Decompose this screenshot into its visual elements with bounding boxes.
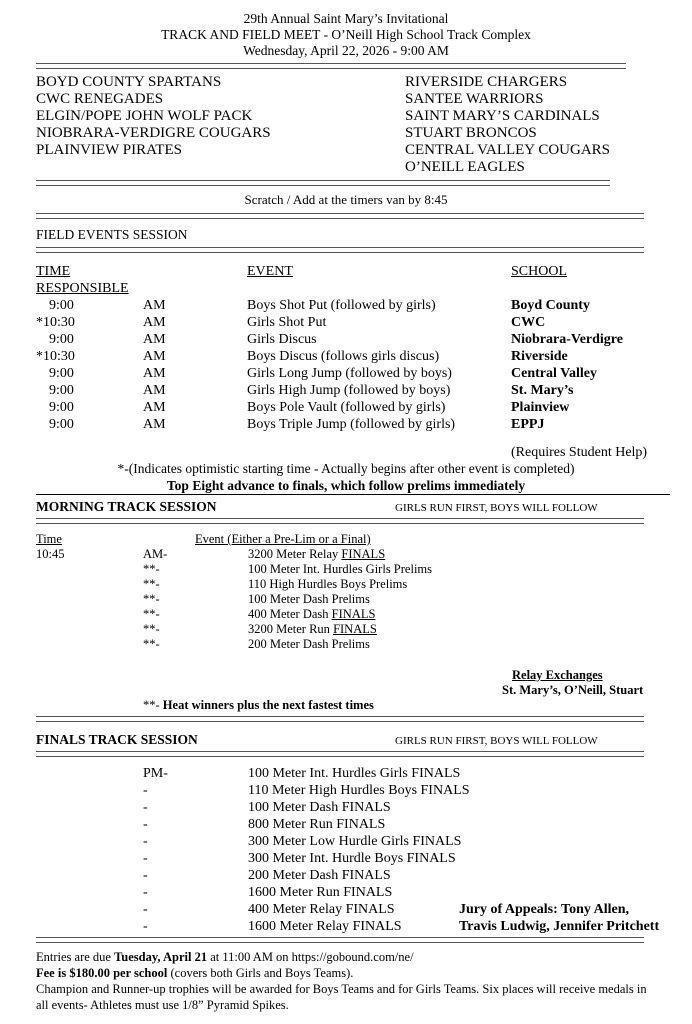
event-time: 9:00 — [49, 400, 74, 415]
event-name: 300 Meter Low Hurdle Girls FINALS — [248, 834, 462, 849]
relay-exchange-schools: St. Mary’s, O’Neill, Stuart — [502, 683, 644, 697]
fee-note: Fee is $180.00 per school (covers both Girls and Boys Teams). — [36, 966, 354, 980]
team-name: ELGIN/POPE JOHN WOLF PACK — [36, 108, 253, 124]
team-name: SANTEE WARRIORS — [405, 91, 544, 107]
event-ampm: AM — [143, 332, 166, 347]
event-school: Niobrara-Verdigre — [511, 332, 623, 347]
meet-title: 29th Annual Saint Mary’s Invitational — [243, 11, 449, 26]
event-mark: **- — [143, 562, 160, 576]
event-name: Boys Shot Put (followed by girls) — [247, 298, 436, 313]
event-school: Plainview — [511, 400, 570, 415]
event-mark: PM- — [143, 766, 168, 781]
divider — [36, 213, 644, 219]
morning-col-time: Time — [36, 532, 62, 546]
event-name: 400 Meter Relay FINALS — [248, 902, 395, 917]
finals-session-title: FINALS TRACK SESSION — [36, 732, 198, 747]
event-name: 300 Meter Int. Hurdle Boys FINALS — [248, 851, 456, 866]
event-time: 9:00 — [49, 383, 74, 398]
event-time: 9:00 — [49, 332, 74, 347]
event-school: EPPJ — [511, 417, 545, 432]
event-name: 110 Meter High Hurdles Boys FINALS — [248, 783, 470, 798]
teams-left-list — [36, 74, 271, 159]
event-name: Boys Pole Vault (followed by girls) — [247, 400, 446, 415]
event-name: 800 Meter Run FINALS — [248, 817, 386, 832]
event-mark: - — [143, 902, 148, 917]
event-mark: - — [143, 800, 148, 815]
col-responsible-header: RESPONSIBLE — [36, 281, 129, 296]
event-name: Girls Long Jump (followed by boys) — [247, 366, 452, 381]
team-name: BOYD COUNTY SPARTANS — [36, 74, 222, 90]
event-name: 100 Meter Int. Hurdles Girls Prelims — [248, 562, 433, 576]
scratch-note: Scratch / Add at the timers van by 8:45 — [244, 192, 448, 207]
team-name: CENTRAL VALLEY COUGARS — [405, 142, 611, 158]
team-name: RIVERSIDE CHARGERS — [405, 74, 568, 90]
event-name: 110 High Hurdles Boys Prelims — [248, 577, 408, 591]
divider — [36, 716, 644, 722]
optimistic-note: *-(Indicates optimistic starting time - Actually begins after other event is completed) — [117, 461, 575, 476]
event-name: Boys Triple Jump (followed by girls) — [247, 417, 456, 432]
morning-start-time: 10:45 — [36, 547, 65, 561]
divider — [36, 518, 644, 524]
col-school-header: SCHOOL — [511, 264, 568, 279]
event-name: 3200 Meter Relay FINALS — [248, 547, 386, 561]
event-mark: - — [143, 783, 148, 798]
event-ampm: AM — [143, 366, 166, 381]
requires-help-note: (Requires Student Help) — [511, 445, 648, 460]
event-name: 200 Meter Dash FINALS — [248, 868, 391, 883]
event-mark: - — [143, 851, 148, 866]
jury-of-appeals: Jury of Appeals: Tony Allen, — [459, 902, 629, 917]
event-mark: **- — [143, 577, 160, 591]
event-mark: **- — [143, 592, 160, 606]
team-name: NIOBRARA-VERDIGRE COUGARS — [36, 125, 271, 141]
teams-right-list — [405, 74, 610, 176]
event-name: 400 Meter Dash FINALS — [248, 607, 376, 621]
event-name: 100 Meter Int. Hurdles Girls FINALS — [248, 766, 461, 781]
team-name: SAINT MARY’S CARDINALS — [405, 108, 600, 124]
event-mark: **- — [143, 622, 160, 636]
event-name: Girls Shot Put — [247, 315, 327, 330]
event-name: 1600 Meter Run FINALS — [248, 885, 393, 900]
team-name: O’NEILL EAGLES — [405, 159, 525, 175]
event-mark: **- — [143, 637, 160, 651]
event-school: Central Valley — [511, 366, 597, 381]
event-mark: **- — [143, 607, 160, 621]
event-ampm: AM — [143, 417, 166, 432]
event-name: 100 Meter Dash FINALS — [248, 800, 391, 815]
event-name: Boys Discus (follows girls discus) — [247, 349, 440, 364]
event-name: Girls Discus — [247, 332, 317, 347]
event-time: 9:00 — [49, 298, 74, 313]
event-name: 3200 Meter Run FINALS — [248, 622, 377, 636]
event-mark: - — [143, 919, 148, 934]
event-ampm: AM — [143, 349, 166, 364]
field-session-title: FIELD EVENTS SESSION — [36, 227, 188, 242]
morning-session-title: MORNING TRACK SESSION — [36, 499, 217, 514]
event-mark: - — [143, 817, 148, 832]
team-name: STUART BRONCOS — [405, 125, 537, 141]
team-name: PLAINVIEW PIRATES — [36, 142, 182, 158]
heat-note: **- Heat winners plus the next fastest times — [143, 698, 374, 712]
entries-due-note: Entries are due Tuesday, April 21 at 11:00 AM on https://gobound.com/ne/ — [36, 950, 414, 964]
divider — [36, 63, 626, 69]
morning-order-note: GIRLS RUN FIRST, BOYS WILL FOLLOW — [395, 502, 598, 514]
event-time: *10:30 — [36, 349, 75, 364]
event-ampm: AM — [143, 298, 166, 313]
event-mark: - — [143, 868, 148, 883]
event-name: 100 Meter Dash Prelims — [248, 592, 370, 606]
divider — [36, 494, 670, 495]
trophies-note: Champion and Runner-up trophies will be awarded for Boys Teams and for Girls Teams. Six places will receive medals in all events- Athletes must use 1/8” Pyramid Spikes. — [36, 982, 647, 1012]
event-school: Riverside — [511, 349, 568, 364]
event-school: CWC — [511, 315, 546, 330]
divider — [36, 247, 644, 253]
meet-subtitle: TRACK AND FIELD MEET - O’Neill High School Track Complex — [161, 27, 531, 42]
event-school: Boyd County — [511, 298, 590, 313]
divider — [36, 751, 644, 757]
morning-col-event: Event (Either a Pre-Lim or a Final) — [195, 532, 371, 546]
event-name: 200 Meter Dash Prelims — [248, 637, 370, 651]
event-mark: - — [143, 834, 148, 849]
col-time-header: TIME — [36, 264, 71, 279]
relay-exchanges-title: Relay Exchanges — [512, 668, 603, 682]
event-time: 9:00 — [49, 366, 74, 381]
finals-order-note: GIRLS RUN FIRST, BOYS WILL FOLLOW — [395, 735, 598, 747]
event-name: 1600 Meter Relay FINALS — [248, 919, 402, 934]
event-time: *10:30 — [36, 315, 75, 330]
col-event-header: EVENT — [247, 264, 293, 279]
event-mark: AM- — [143, 547, 168, 561]
event-mark: - — [143, 885, 148, 900]
event-ampm: AM — [143, 400, 166, 415]
divider — [36, 180, 610, 186]
event-time: 9:00 — [49, 417, 74, 432]
top-eight-note: Top Eight advance to finals, which follow prelims immediately — [166, 478, 526, 493]
event-school: St. Mary’s — [511, 383, 574, 398]
team-name: CWC RENEGADES — [36, 91, 164, 107]
divider — [36, 937, 644, 943]
meet-date: Wednesday, April 22, 2026 - 9:00 AM — [243, 43, 449, 58]
jury-of-appeals-names: Travis Ludwig, Jennifer Pritchett — [459, 919, 660, 934]
event-name: Girls High Jump (followed by boys) — [247, 383, 451, 398]
event-ampm: AM — [143, 383, 166, 398]
event-ampm: AM — [143, 315, 166, 330]
